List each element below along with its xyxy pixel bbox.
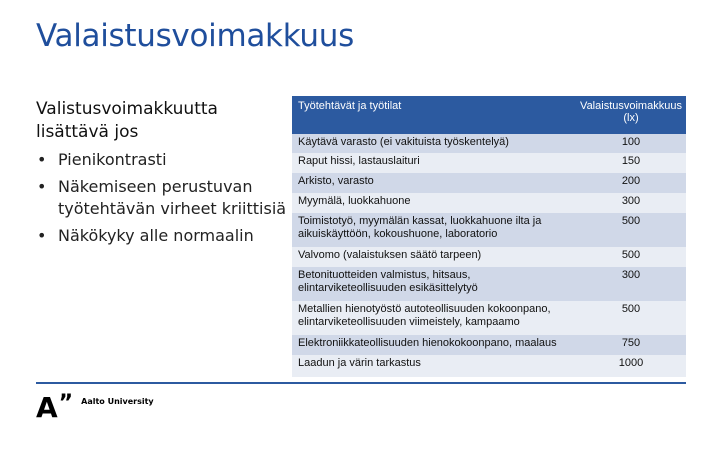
table-row <box>292 134 686 153</box>
cell-task: Metallien hienotyöstö autoteollisuuden kokoonpano, elintarviketeollisuuden viimeistely, kampaamo <box>298 303 551 328</box>
bullet-item: • Pienikontrasti <box>37 150 167 169</box>
cell-task: Arkisto, varasto <box>298 175 374 187</box>
cell-task: Betonituotteiden valmistus, hitsaus, elintarviketeollisuuden esikäsittelytyö <box>298 269 478 294</box>
table-row <box>292 335 686 355</box>
table-header <box>292 96 686 134</box>
logo-quote: ” <box>58 391 74 416</box>
footer-divider <box>36 382 686 384</box>
table-row <box>292 173 686 193</box>
table-row <box>292 153 686 173</box>
bullet-list <box>36 149 294 247</box>
page-title: Valaistusvoimakkuus <box>36 18 354 54</box>
cell-task: Elektroniikkateollisuuden hienokokoonpano, maalaus <box>298 337 557 349</box>
table-row <box>292 267 686 301</box>
aalto-logo <box>36 391 154 424</box>
cell-lux: 300 <box>621 195 641 207</box>
table-row <box>292 213 686 247</box>
cell-lux: 300 <box>621 269 641 281</box>
cell-lux: 500 <box>621 215 641 227</box>
cell-task: Raput hissi, lastauslaituri <box>298 155 420 167</box>
cell-lux: 750 <box>621 337 641 349</box>
cell-task: Laadun ja värin tarkastus <box>298 357 421 369</box>
cell-lux: 200 <box>621 175 641 187</box>
intro-line-2: lisättävä jos <box>36 122 139 142</box>
cell-lux: 1000 <box>618 357 644 369</box>
cell-lux: 500 <box>621 303 641 315</box>
cell-task: Valvomo (valaistuksen säätö tarpeen) <box>298 249 482 261</box>
header-task: Työtehtävät ja työtilat <box>298 100 402 112</box>
table-row <box>292 355 686 377</box>
header-lux: Valaistusvoimakkuus (lx) <box>580 100 682 124</box>
intro-block <box>36 98 294 247</box>
table-row <box>292 247 686 267</box>
logo-mark: A <box>36 391 58 424</box>
cell-lux: 150 <box>621 155 641 167</box>
logo-text: Aalto University <box>81 397 154 406</box>
cell-task: Toimistotyö, myymälän kassat, luokkahuone ilta ja aikuiskäyttöön, kokoushuone, laboratorio <box>298 215 542 240</box>
bullet-item: • Näkökyky alle normaalin <box>37 226 254 245</box>
intro-line-1: Valistusvoimakkuutta <box>36 99 218 119</box>
cell-task: Käytävä varasto (ei vakituista työskentelyä) <box>298 136 509 148</box>
cell-task: Myymälä, luokkahuone <box>298 195 411 207</box>
table-row <box>292 193 686 213</box>
bullet-item: • Näkemiseen perustuvan työtehtävän virheet kriittisiä <box>37 177 287 218</box>
illuminance-table <box>292 96 686 377</box>
cell-lux: 500 <box>621 249 641 261</box>
table-row <box>292 301 686 335</box>
cell-lux: 100 <box>621 136 641 148</box>
